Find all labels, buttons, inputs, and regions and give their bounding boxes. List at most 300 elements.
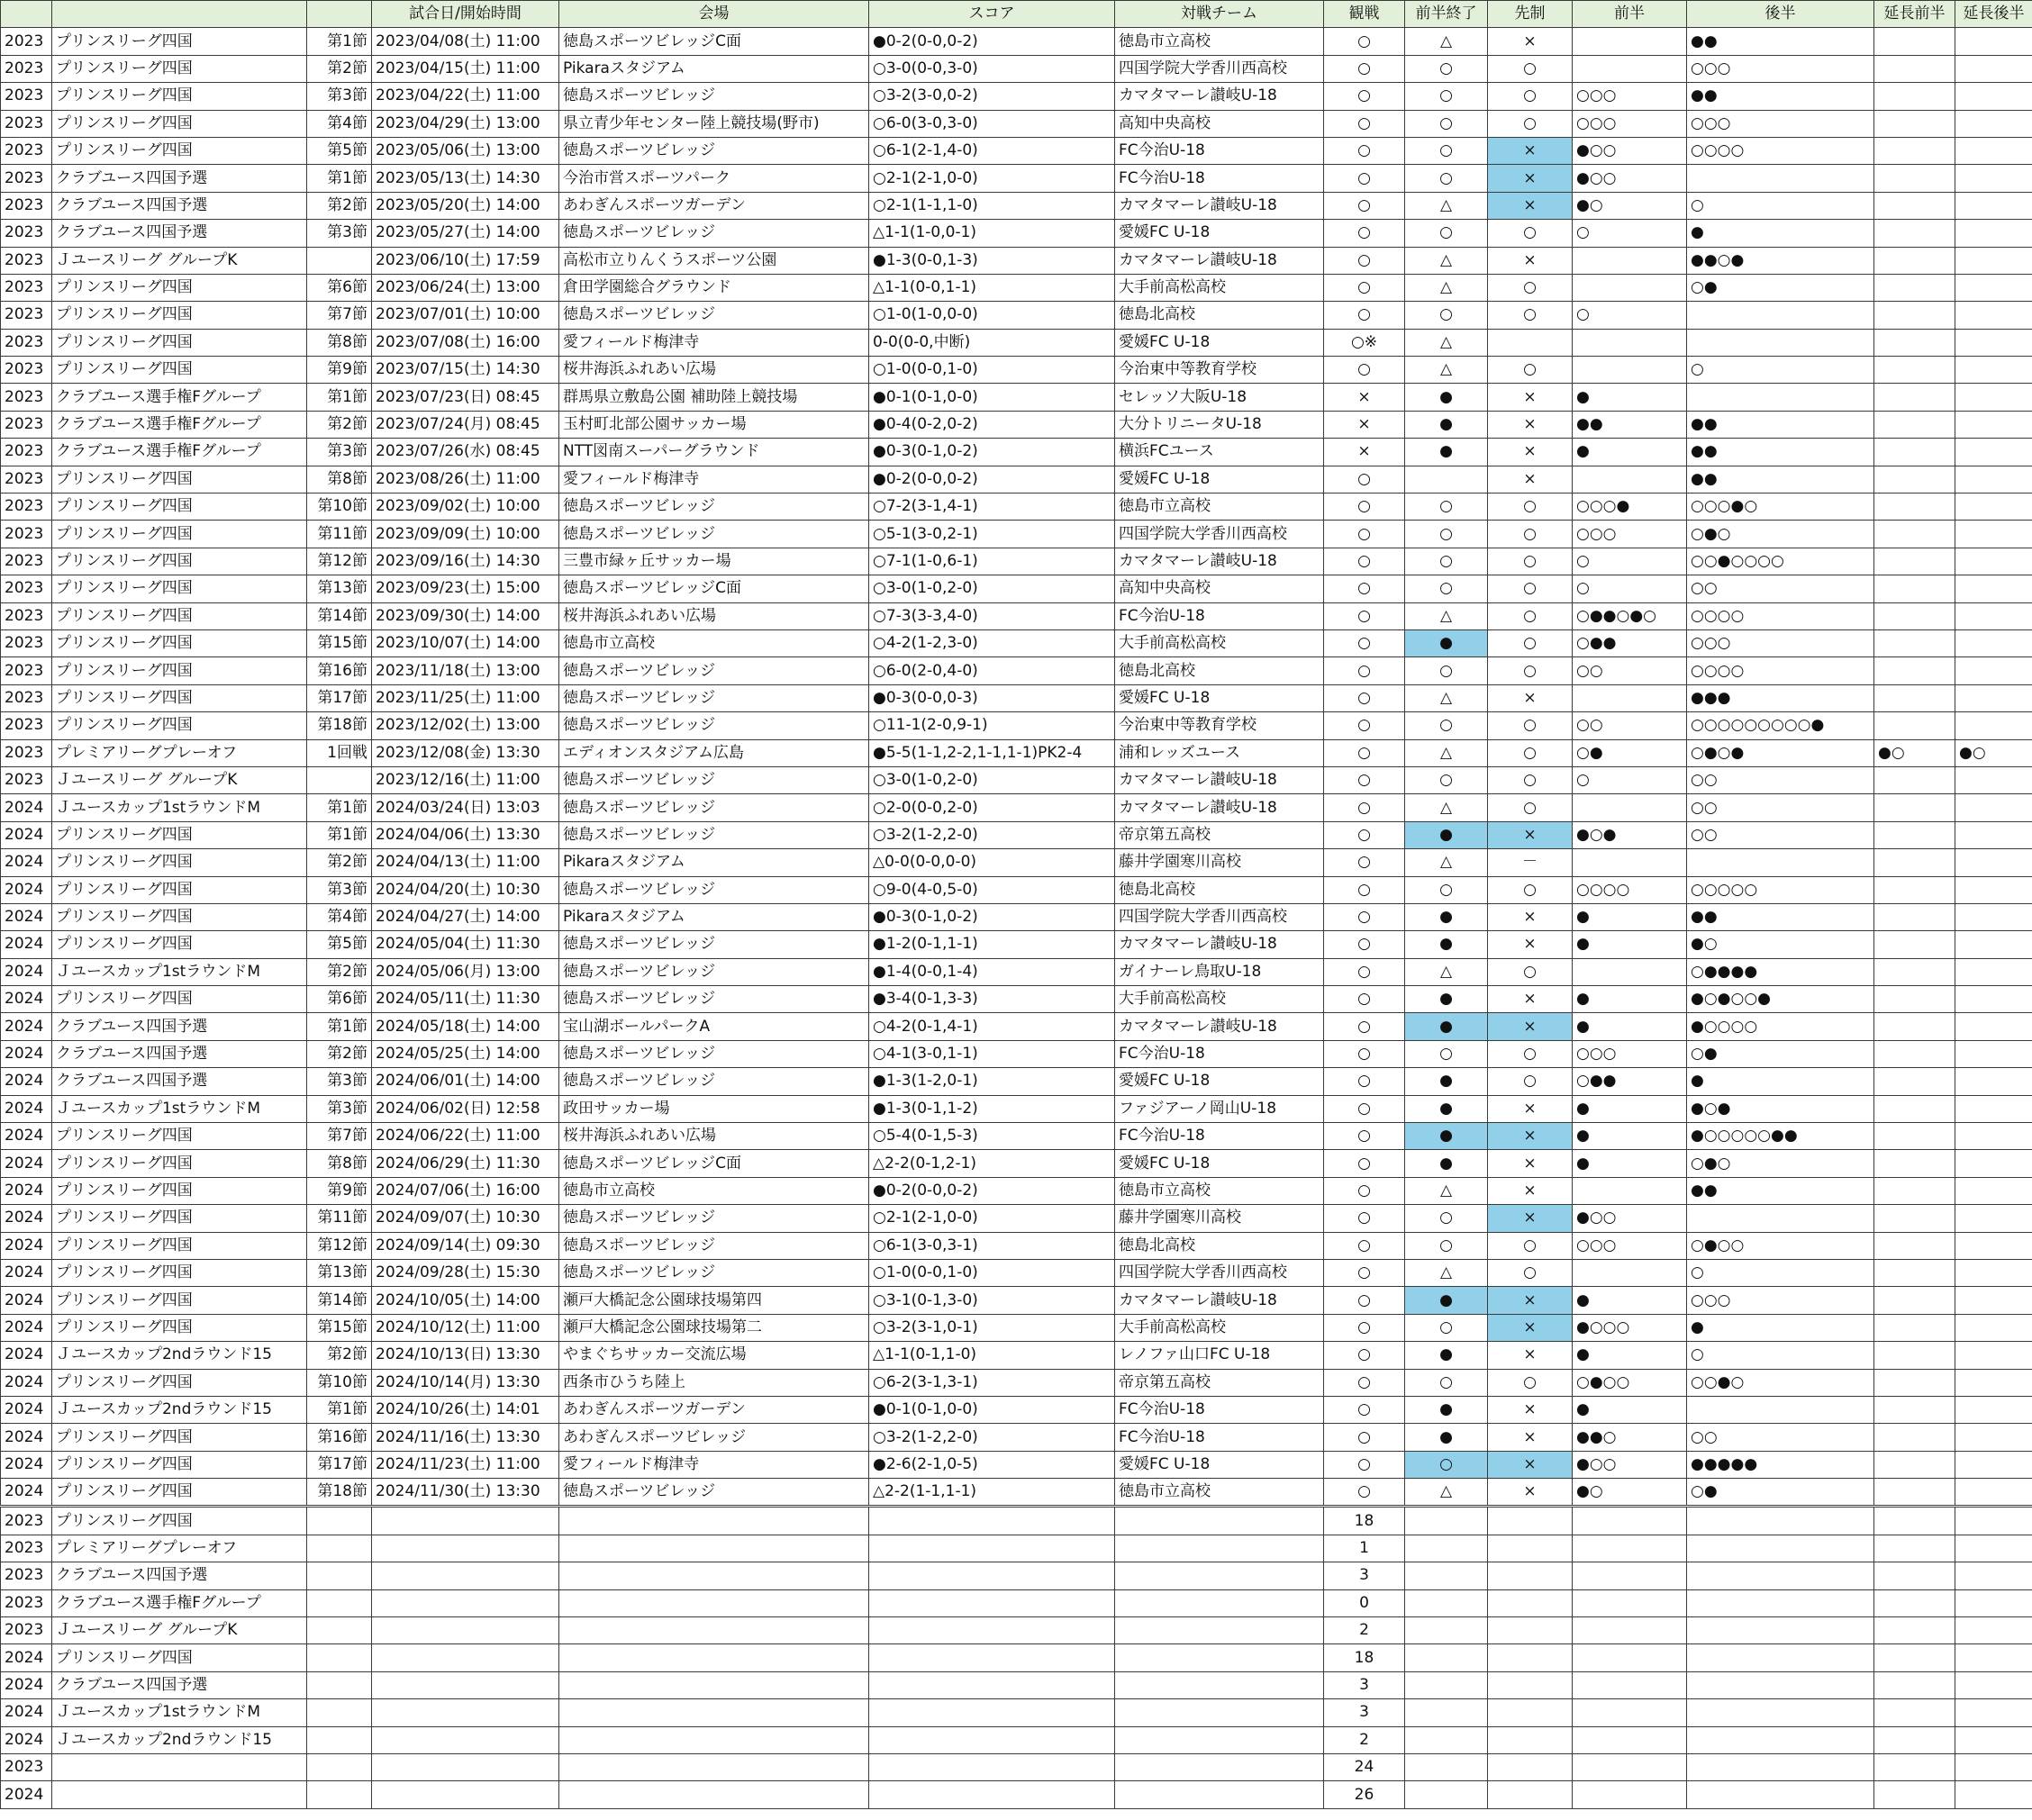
cell-first-goal[interactable]: × <box>1488 137 1573 164</box>
cell-et-first[interactable] <box>1874 274 1955 301</box>
cell-datetime[interactable]: 2024/11/23(土) 11:00 <box>372 1451 559 1478</box>
summary-empty-cell[interactable] <box>559 1589 869 1616</box>
cell-halftime[interactable]: ○ <box>1405 110 1488 137</box>
cell-halftime[interactable]: ● <box>1405 1396 1488 1423</box>
cell-opponent[interactable]: 四国学院大学香川西高校 <box>1115 521 1324 548</box>
cell-second-half[interactable]: ●●●●● <box>1687 1451 1874 1478</box>
cell-et-second[interactable] <box>1955 766 2032 793</box>
cell-first-goal[interactable]: × <box>1488 1095 1573 1122</box>
cell-score[interactable]: ●0-3(0-0,0-3) <box>869 684 1115 711</box>
summary-empty-cell[interactable] <box>1955 1617 2032 1644</box>
summary-empty-cell[interactable] <box>1874 1754 1955 1781</box>
cell-first-goal[interactable]: ○ <box>1488 1232 1573 1259</box>
summary-empty-cell[interactable] <box>307 1671 372 1698</box>
cell-datetime[interactable]: 2023/07/23(日) 08:45 <box>372 384 559 411</box>
cell-halftime[interactable]: ○ <box>1405 1314 1488 1341</box>
cell-score[interactable]: △1-1(1-0,0-1) <box>869 220 1115 247</box>
cell-venue[interactable]: 徳島スポーツビレッジ <box>559 821 869 848</box>
cell-competition[interactable]: プリンスリーグ四国 <box>52 657 307 684</box>
cell-first-goal[interactable]: × <box>1488 931 1573 958</box>
cell-et-second[interactable] <box>1955 1259 2032 1286</box>
cell-halftime[interactable]: △ <box>1405 274 1488 301</box>
cell-watched[interactable]: ○ <box>1324 220 1405 247</box>
cell-opponent[interactable]: 愛媛FC U-18 <box>1115 684 1324 711</box>
cell-datetime[interactable]: 2023/12/16(土) 11:00 <box>372 766 559 793</box>
summary-empty-cell[interactable] <box>1874 1781 1955 1808</box>
summary-empty-cell[interactable] <box>1115 1617 1324 1644</box>
cell-year[interactable]: 2024 <box>1 1314 52 1341</box>
cell-second-half[interactable]: ○○○○○ <box>1687 876 1874 903</box>
cell-second-half[interactable]: ○○○●○ <box>1687 493 1874 521</box>
cell-watched[interactable]: ○ <box>1324 629 1405 656</box>
cell-score[interactable]: △1-1(0-0,1-1) <box>869 274 1115 301</box>
cell-competition[interactable]: プリンスリーグ四国 <box>52 849 307 876</box>
cell-second-half[interactable]: ○●○○ <box>1687 1232 1874 1259</box>
cell-et-first[interactable] <box>1874 1287 1955 1314</box>
cell-first-half[interactable]: ○●● <box>1573 629 1687 656</box>
cell-venue[interactable]: Pikaraスタジアム <box>559 903 869 930</box>
cell-et-second[interactable] <box>1955 903 2032 930</box>
cell-first-half[interactable] <box>1573 1259 1687 1286</box>
cell-round[interactable]: 第1節 <box>307 384 372 411</box>
cell-et-first[interactable] <box>1874 849 1955 876</box>
cell-datetime[interactable]: 2024/05/25(土) 14:00 <box>372 1040 559 1067</box>
cell-first-half[interactable]: ○○○● <box>1573 493 1687 521</box>
cell-competition[interactable]: プリンスリーグ四国 <box>52 1369 307 1396</box>
cell-first-goal[interactable]: × <box>1488 1013 1573 1040</box>
cell-datetime[interactable]: 2023/06/24(土) 13:00 <box>372 274 559 301</box>
cell-score[interactable]: △1-1(0-1,1-0) <box>869 1342 1115 1369</box>
cell-second-half[interactable]: ○ <box>1687 192 1874 219</box>
cell-et-second[interactable] <box>1955 1095 2032 1122</box>
cell-first-half[interactable]: ● <box>1573 1396 1687 1423</box>
cell-score[interactable]: ●1-3(0-0,1-3) <box>869 247 1115 274</box>
cell-competition[interactable]: プリンスリーグ四国 <box>52 821 307 848</box>
summary-year[interactable]: 2024 <box>1 1671 52 1698</box>
cell-first-goal[interactable]: × <box>1488 986 1573 1013</box>
cell-score[interactable]: ●0-2(0-0,0-2) <box>869 466 1115 493</box>
cell-round[interactable]: 第6節 <box>307 986 372 1013</box>
cell-year[interactable]: 2024 <box>1 821 52 848</box>
cell-year[interactable]: 2023 <box>1 657 52 684</box>
cell-halftime[interactable]: ○ <box>1405 220 1488 247</box>
summary-year[interactable]: 2024 <box>1 1726 52 1753</box>
cell-et-second[interactable] <box>1955 466 2032 493</box>
summary-empty-cell[interactable] <box>372 1617 559 1644</box>
cell-year[interactable]: 2023 <box>1 439 52 466</box>
cell-year[interactable]: 2023 <box>1 466 52 493</box>
summary-empty-cell[interactable] <box>869 1754 1115 1781</box>
cell-watched[interactable]: × <box>1324 411 1405 438</box>
summary-empty-cell[interactable] <box>372 1726 559 1753</box>
cell-et-second[interactable] <box>1955 931 2032 958</box>
cell-datetime[interactable]: 2024/04/06(土) 13:30 <box>372 821 559 848</box>
cell-watched[interactable]: ○ <box>1324 1040 1405 1067</box>
cell-halftime[interactable]: △ <box>1405 357 1488 384</box>
cell-round[interactable]: 第2節 <box>307 958 372 985</box>
summary-count[interactable]: 26 <box>1324 1781 1405 1808</box>
cell-venue[interactable]: 徳島スポーツビレッジ <box>559 1259 869 1286</box>
summary-empty-cell[interactable] <box>559 1726 869 1753</box>
cell-datetime[interactable]: 2024/06/29(土) 11:30 <box>372 1150 559 1177</box>
cell-year[interactable]: 2023 <box>1 384 52 411</box>
cell-competition[interactable]: プリンスリーグ四国 <box>52 1259 307 1286</box>
cell-second-half[interactable]: ● <box>1687 1068 1874 1095</box>
cell-year[interactable]: 2023 <box>1 684 52 711</box>
cell-datetime[interactable]: 2024/05/06(月) 13:00 <box>372 958 559 985</box>
cell-halftime[interactable]: ● <box>1405 411 1488 438</box>
cell-first-goal[interactable] <box>1488 329 1573 356</box>
col-header-et-second[interactable]: 延長後半 <box>1955 1 2032 28</box>
cell-score[interactable]: ○6-1(3-0,3-1) <box>869 1232 1115 1259</box>
summary-year[interactable]: 2024 <box>1 1781 52 1808</box>
summary-empty-cell[interactable] <box>1115 1699 1324 1726</box>
col-header-competition[interactable] <box>52 1 307 28</box>
cell-round[interactable]: 第14節 <box>307 602 372 629</box>
cell-opponent[interactable]: 大手前高松高校 <box>1115 274 1324 301</box>
cell-et-second[interactable] <box>1955 657 2032 684</box>
cell-competition[interactable]: プリンスリーグ四国 <box>52 602 307 629</box>
cell-second-half[interactable]: ●● <box>1687 1177 1874 1204</box>
cell-round[interactable]: 第2節 <box>307 411 372 438</box>
cell-year[interactable]: 2023 <box>1 548 52 575</box>
cell-score[interactable]: ●1-3(0-1,1-2) <box>869 1095 1115 1122</box>
cell-datetime[interactable]: 2024/11/16(土) 13:30 <box>372 1424 559 1451</box>
summary-empty-cell[interactable] <box>1405 1507 1488 1535</box>
cell-second-half[interactable]: ●● <box>1687 466 1874 493</box>
cell-venue[interactable]: 瀬戸大橋記念公園球技場第二 <box>559 1314 869 1341</box>
summary-empty-cell[interactable] <box>1115 1535 1324 1562</box>
summary-year[interactable]: 2023 <box>1 1589 52 1616</box>
cell-competition[interactable]: プリンスリーグ四国 <box>52 1424 307 1451</box>
summary-count[interactable]: 3 <box>1324 1562 1405 1589</box>
cell-score[interactable]: ●1-4(0-0,1-4) <box>869 958 1115 985</box>
cell-et-second[interactable] <box>1955 521 2032 548</box>
cell-first-goal[interactable]: × <box>1488 1342 1573 1369</box>
cell-datetime[interactable]: 2024/03/24(日) 13:03 <box>372 794 559 821</box>
cell-second-half[interactable]: ●● <box>1687 439 1874 466</box>
cell-round[interactable]: 第1節 <box>307 28 372 55</box>
cell-datetime[interactable]: 2024/10/12(土) 11:00 <box>372 1314 559 1341</box>
summary-empty-cell[interactable] <box>372 1589 559 1616</box>
cell-venue[interactable]: 玉村町北部公園サッカー場 <box>559 411 869 438</box>
cell-et-second[interactable] <box>1955 958 2032 985</box>
cell-round[interactable]: 第8節 <box>307 466 372 493</box>
cell-first-goal[interactable]: × <box>1488 1479 1573 1507</box>
cell-et-second[interactable] <box>1955 1451 2032 1478</box>
summary-empty-cell[interactable] <box>1115 1781 1324 1808</box>
cell-score[interactable]: ○4-2(0-1,4-1) <box>869 1013 1115 1040</box>
summary-empty-cell[interactable] <box>1405 1617 1488 1644</box>
cell-venue[interactable]: 愛フィールド梅津寺 <box>559 466 869 493</box>
cell-datetime[interactable]: 2023/04/22(土) 11:00 <box>372 83 559 110</box>
cell-first-half[interactable]: ● <box>1573 903 1687 930</box>
cell-venue[interactable]: 徳島スポーツビレッジ <box>559 493 869 521</box>
cell-venue[interactable]: 徳島市立高校 <box>559 1177 869 1204</box>
summary-empty-cell[interactable] <box>559 1562 869 1589</box>
cell-halftime[interactable]: △ <box>1405 329 1488 356</box>
cell-round[interactable]: 第8節 <box>307 329 372 356</box>
cell-second-half[interactable]: ○○ <box>1687 575 1874 602</box>
cell-datetime[interactable]: 2024/10/05(土) 14:00 <box>372 1287 559 1314</box>
cell-watched[interactable]: ○ <box>1324 739 1405 766</box>
summary-empty-cell[interactable] <box>1955 1507 2032 1535</box>
cell-competition[interactable]: プリンスリーグ四国 <box>52 712 307 739</box>
cell-first-half[interactable] <box>1573 28 1687 55</box>
summary-empty-cell[interactable] <box>1573 1644 1687 1671</box>
summary-empty-cell[interactable] <box>1687 1589 1874 1616</box>
cell-halftime[interactable]: ● <box>1405 439 1488 466</box>
cell-year[interactable]: 2024 <box>1 1287 52 1314</box>
col-header-halftime[interactable]: 前半終了 <box>1405 1 1488 28</box>
cell-year[interactable]: 2024 <box>1 986 52 1013</box>
cell-halftime[interactable]: ● <box>1405 1095 1488 1122</box>
col-header-year[interactable] <box>1 1 52 28</box>
cell-opponent[interactable]: 藤井学園寒川高校 <box>1115 849 1324 876</box>
cell-et-second[interactable] <box>1955 575 2032 602</box>
cell-watched[interactable]: ○ <box>1324 876 1405 903</box>
summary-empty-cell[interactable] <box>1955 1535 2032 1562</box>
cell-et-first[interactable] <box>1874 903 1955 930</box>
cell-halftime[interactable]: ○ <box>1405 766 1488 793</box>
summary-count[interactable]: 3 <box>1324 1699 1405 1726</box>
summary-empty-cell[interactable] <box>1874 1726 1955 1753</box>
cell-round[interactable]: 第15節 <box>307 1314 372 1341</box>
cell-year[interactable]: 2024 <box>1 1123 52 1150</box>
summary-empty-cell[interactable] <box>869 1507 1115 1535</box>
cell-datetime[interactable]: 2023/07/08(土) 16:00 <box>372 329 559 356</box>
cell-second-half[interactable]: ○○●○ <box>1687 1369 1874 1396</box>
cell-datetime[interactable]: 2024/07/06(土) 16:00 <box>372 1177 559 1204</box>
summary-count[interactable]: 2 <box>1324 1726 1405 1753</box>
cell-competition[interactable]: クラブユース四国予選 <box>52 1068 307 1095</box>
cell-year[interactable]: 2023 <box>1 629 52 656</box>
cell-year[interactable]: 2024 <box>1 1424 52 1451</box>
cell-score[interactable]: ○3-0(0-0,3-0) <box>869 55 1115 82</box>
cell-venue[interactable]: 徳島スポーツビレッジC面 <box>559 28 869 55</box>
cell-competition[interactable]: プリンスリーグ四国 <box>52 1314 307 1341</box>
cell-second-half[interactable]: ○ <box>1687 1259 1874 1286</box>
cell-et-first[interactable] <box>1874 876 1955 903</box>
cell-competition[interactable]: Ｊユースリーグ グループK <box>52 247 307 274</box>
cell-opponent[interactable]: FC今治U-18 <box>1115 1424 1324 1451</box>
cell-round[interactable]: 第5節 <box>307 931 372 958</box>
cell-halftime[interactable]: ● <box>1405 931 1488 958</box>
cell-watched[interactable]: ○ <box>1324 958 1405 985</box>
cell-score[interactable]: ●1-3(1-2,0-1) <box>869 1068 1115 1095</box>
cell-first-half[interactable]: ○●●○●○ <box>1573 602 1687 629</box>
cell-first-goal[interactable]: ○ <box>1488 83 1573 110</box>
cell-year[interactable]: 2024 <box>1 1342 52 1369</box>
summary-empty-cell[interactable] <box>1488 1644 1573 1671</box>
cell-datetime[interactable]: 2023/09/16(土) 14:30 <box>372 548 559 575</box>
col-header-watched[interactable]: 観戦 <box>1324 1 1405 28</box>
cell-score[interactable]: ○7-2(3-1,4-1) <box>869 493 1115 521</box>
cell-competition[interactable]: クラブユース選手権Fグループ <box>52 439 307 466</box>
cell-opponent[interactable]: FC今治U-18 <box>1115 602 1324 629</box>
cell-venue[interactable]: 徳島スポーツビレッジ <box>559 83 869 110</box>
cell-second-half[interactable]: ●●● <box>1687 684 1874 711</box>
summary-empty-cell[interactable] <box>1955 1562 2032 1589</box>
cell-first-goal[interactable]: ○ <box>1488 712 1573 739</box>
cell-score[interactable]: ○3-1(0-1,3-0) <box>869 1287 1115 1314</box>
cell-competition[interactable]: プリンスリーグ四国 <box>52 493 307 521</box>
summary-competition[interactable]: Ｊユースカップ1stラウンドM <box>52 1699 307 1726</box>
cell-venue[interactable]: 桜井海浜ふれあい広場 <box>559 602 869 629</box>
cell-score[interactable]: ○2-1(2-1,0-0) <box>869 1205 1115 1232</box>
cell-opponent[interactable]: 四国学院大学香川西高校 <box>1115 903 1324 930</box>
cell-second-half[interactable]: ○● <box>1687 274 1874 301</box>
cell-opponent[interactable]: 徳島北高校 <box>1115 302 1324 329</box>
cell-halftime[interactable]: △ <box>1405 247 1488 274</box>
cell-score[interactable]: ●5-5(1-1,2-2,1-1,1-1)PK2-4 <box>869 739 1115 766</box>
cell-second-half[interactable]: ●○●○○● <box>1687 986 1874 1013</box>
cell-et-first[interactable] <box>1874 439 1955 466</box>
cell-venue[interactable]: 三豊市緑ヶ丘サッカー場 <box>559 548 869 575</box>
summary-empty-cell[interactable] <box>307 1562 372 1589</box>
cell-second-half[interactable]: ○○○○ <box>1687 657 1874 684</box>
cell-first-goal[interactable]: ○ <box>1488 739 1573 766</box>
summary-empty-cell[interactable] <box>1115 1671 1324 1698</box>
summary-empty-cell[interactable] <box>559 1644 869 1671</box>
cell-score[interactable]: ●0-4(0-2,0-2) <box>869 411 1115 438</box>
cell-year[interactable]: 2023 <box>1 411 52 438</box>
cell-watched[interactable]: ○ <box>1324 931 1405 958</box>
summary-empty-cell[interactable] <box>1115 1589 1324 1616</box>
summary-empty-cell[interactable] <box>1405 1726 1488 1753</box>
cell-competition[interactable]: クラブユース選手権Fグループ <box>52 411 307 438</box>
cell-second-half[interactable]: ○○ <box>1687 821 1874 848</box>
cell-score[interactable]: △2-2(1-1,1-1) <box>869 1479 1115 1507</box>
cell-et-first[interactable] <box>1874 657 1955 684</box>
cell-datetime[interactable]: 2024/09/28(土) 15:30 <box>372 1259 559 1286</box>
cell-score[interactable]: ○1-0(0-0,1-0) <box>869 357 1115 384</box>
summary-empty-cell[interactable] <box>1573 1617 1687 1644</box>
cell-venue[interactable]: 桜井海浜ふれあい広場 <box>559 1123 869 1150</box>
cell-score[interactable]: ●3-4(0-1,3-3) <box>869 986 1115 1013</box>
cell-first-goal[interactable]: － <box>1488 849 1573 876</box>
summary-empty-cell[interactable] <box>1405 1671 1488 1698</box>
cell-et-first[interactable] <box>1874 1342 1955 1369</box>
cell-score[interactable]: ○6-0(3-0,3-0) <box>869 110 1115 137</box>
summary-empty-cell[interactable] <box>1488 1699 1573 1726</box>
cell-competition[interactable]: プリンスリーグ四国 <box>52 521 307 548</box>
cell-et-first[interactable] <box>1874 629 1955 656</box>
cell-watched[interactable]: × <box>1324 439 1405 466</box>
cell-competition[interactable]: Ｊユースカップ1stラウンドM <box>52 794 307 821</box>
cell-venue[interactable]: 倉田学園総合グラウンド <box>559 274 869 301</box>
cell-datetime[interactable]: 2023/05/20(土) 14:00 <box>372 192 559 219</box>
cell-year[interactable]: 2024 <box>1 1479 52 1507</box>
cell-round[interactable]: 第16節 <box>307 1424 372 1451</box>
cell-venue[interactable]: 徳島スポーツビレッジ <box>559 302 869 329</box>
cell-datetime[interactable]: 2023/12/08(金) 13:30 <box>372 739 559 766</box>
summary-empty-cell[interactable] <box>1488 1562 1573 1589</box>
cell-score[interactable]: ○6-2(3-1,3-1) <box>869 1369 1115 1396</box>
cell-first-goal[interactable]: ○ <box>1488 493 1573 521</box>
cell-et-second[interactable] <box>1955 1479 2032 1507</box>
summary-empty-cell[interactable] <box>1874 1617 1955 1644</box>
cell-datetime[interactable]: 2023/09/09(土) 10:00 <box>372 521 559 548</box>
cell-first-goal[interactable]: ○ <box>1488 794 1573 821</box>
cell-round[interactable]: 第4節 <box>307 903 372 930</box>
summary-empty-cell[interactable] <box>1115 1507 1324 1535</box>
cell-first-goal[interactable]: × <box>1488 821 1573 848</box>
cell-venue[interactable]: Pikaraスタジアム <box>559 55 869 82</box>
cell-score[interactable]: ○3-2(3-0,0-2) <box>869 83 1115 110</box>
cell-first-goal[interactable]: × <box>1488 1396 1573 1423</box>
cell-first-goal[interactable]: × <box>1488 1451 1573 1478</box>
cell-et-first[interactable] <box>1874 521 1955 548</box>
summary-empty-cell[interactable] <box>1488 1754 1573 1781</box>
cell-et-first[interactable] <box>1874 357 1955 384</box>
cell-year[interactable]: 2023 <box>1 357 52 384</box>
cell-watched[interactable]: ○ <box>1324 165 1405 192</box>
cell-opponent[interactable]: 帝京第五高校 <box>1115 821 1324 848</box>
cell-venue[interactable]: 徳島スポーツビレッジ <box>559 794 869 821</box>
cell-opponent[interactable]: 愛媛FC U-18 <box>1115 329 1324 356</box>
cell-year[interactable]: 2024 <box>1 1205 52 1232</box>
summary-empty-cell[interactable] <box>307 1507 372 1535</box>
cell-score[interactable]: ○6-1(2-1,4-0) <box>869 137 1115 164</box>
cell-et-second[interactable] <box>1955 548 2032 575</box>
cell-et-second[interactable] <box>1955 986 2032 1013</box>
cell-first-half[interactable]: ●● <box>1573 411 1687 438</box>
cell-opponent[interactable]: カマタマーレ讃岐U-18 <box>1115 1013 1324 1040</box>
cell-et-second[interactable]: ●○ <box>1955 739 2032 766</box>
cell-year[interactable]: 2024 <box>1 1040 52 1067</box>
cell-first-goal[interactable]: × <box>1488 1205 1573 1232</box>
cell-score[interactable]: ●0-1(0-1,0-0) <box>869 1396 1115 1423</box>
cell-opponent[interactable]: 今治東中等教育学校 <box>1115 712 1324 739</box>
cell-second-half[interactable] <box>1687 302 1874 329</box>
cell-halftime[interactable]: ● <box>1405 1424 1488 1451</box>
cell-datetime[interactable]: 2023/07/01(土) 10:00 <box>372 302 559 329</box>
cell-halftime[interactable]: ○ <box>1405 521 1488 548</box>
cell-first-goal[interactable]: ○ <box>1488 1068 1573 1095</box>
cell-datetime[interactable]: 2023/12/02(土) 13:00 <box>372 712 559 739</box>
cell-opponent[interactable]: 愛媛FC U-18 <box>1115 220 1324 247</box>
col-header-datetime[interactable]: 試合日/開始時間 <box>372 1 559 28</box>
cell-watched[interactable]: ○ <box>1324 110 1405 137</box>
cell-et-second[interactable] <box>1955 411 2032 438</box>
summary-count[interactable]: 18 <box>1324 1644 1405 1671</box>
summary-empty-cell[interactable] <box>559 1781 869 1808</box>
cell-opponent[interactable]: 徳島北高校 <box>1115 876 1324 903</box>
cell-competition[interactable]: プリンスリーグ四国 <box>52 1150 307 1177</box>
cell-et-second[interactable] <box>1955 110 2032 137</box>
summary-empty-cell[interactable] <box>372 1644 559 1671</box>
cell-round[interactable]: 第13節 <box>307 1259 372 1286</box>
cell-halftime[interactable]: ○ <box>1405 55 1488 82</box>
cell-opponent[interactable]: カマタマーレ讃岐U-18 <box>1115 931 1324 958</box>
cell-round[interactable]: 第16節 <box>307 657 372 684</box>
cell-watched[interactable]: ○ <box>1324 1177 1405 1204</box>
cell-first-half[interactable]: ○●● <box>1573 1068 1687 1095</box>
cell-competition[interactable]: プリンスリーグ四国 <box>52 28 307 55</box>
cell-halftime[interactable]: ○ <box>1405 548 1488 575</box>
cell-halftime[interactable]: ● <box>1405 1013 1488 1040</box>
cell-et-first[interactable] <box>1874 1205 1955 1232</box>
cell-halftime[interactable]: ○ <box>1405 137 1488 164</box>
cell-et-second[interactable] <box>1955 1314 2032 1341</box>
cell-year[interactable]: 2024 <box>1 1259 52 1286</box>
cell-opponent[interactable]: 大手前高松高校 <box>1115 986 1324 1013</box>
summary-empty-cell[interactable] <box>372 1535 559 1562</box>
cell-score[interactable]: ○4-1(3-0,1-1) <box>869 1040 1115 1067</box>
cell-datetime[interactable]: 2024/06/01(土) 14:00 <box>372 1068 559 1095</box>
cell-et-second[interactable] <box>1955 220 2032 247</box>
